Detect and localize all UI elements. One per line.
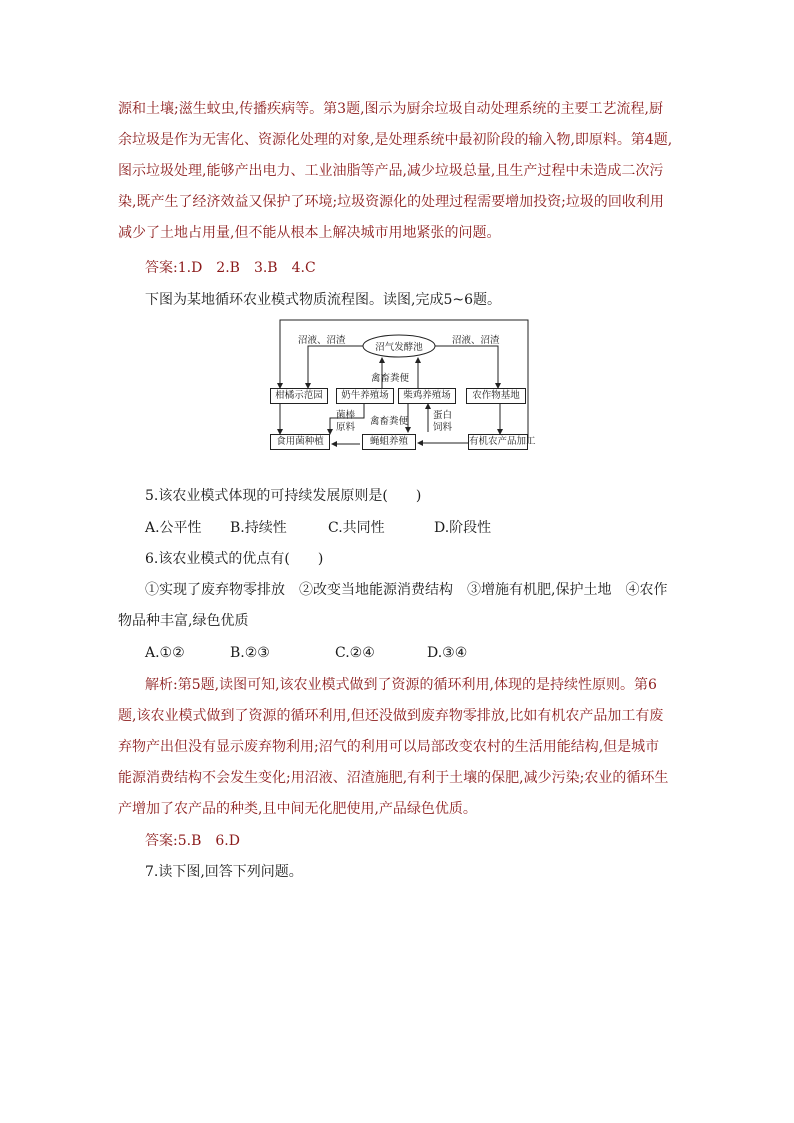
q5-option-a: A.公平性 bbox=[145, 520, 202, 536]
box-crop: 农作物基地 bbox=[466, 388, 526, 404]
paragraph-line: 图示垃圾处理,能够产出电力、工业油脂等产品,减少垃圾总量,且生产过程中未造成二次污 bbox=[118, 163, 664, 179]
paragraph-line: 染,既产生了经济效益又保护了环境;垃圾资源化的处理过程需要增加投资;垃圾的回收利用 bbox=[118, 194, 664, 210]
q5-option-d: D.阶段性 bbox=[434, 520, 492, 536]
analysis-line: 产增加了农产品的种类,且中间无化肥使用,产品绿色优质。 bbox=[118, 801, 477, 817]
answer-2: 答案:5.B 6.D bbox=[145, 833, 240, 849]
q6-option-b: B.②③ bbox=[230, 645, 270, 661]
question-6-statements: ①实现了废弃物零排放 ②改变当地能源消费结构 ③增施有机肥,保护土地 ④农作 bbox=[145, 582, 668, 598]
slurry-label-left: 沼液、沼渣 bbox=[298, 335, 346, 346]
q5-option-c: C.共同性 bbox=[328, 520, 385, 536]
mushroom-material-label: 原料 bbox=[336, 422, 356, 433]
manure-label-top: 禽畜粪便 bbox=[371, 373, 410, 384]
analysis-line: 题,该农业模式做到了资源的循环利用,但还没做到废弃物零排放,比如有机农产品加工有废 bbox=[118, 708, 664, 724]
paragraph-line: 减少了土地占用量,但不能从根本上解决城市用地紧张的问题。 bbox=[118, 225, 501, 241]
box-fly: 蝇蛆养殖 bbox=[362, 434, 416, 450]
q5-option-b: B.持续性 bbox=[230, 520, 287, 536]
slurry-label-right: 沼液、沼渣 bbox=[452, 335, 500, 346]
analysis-line: 解析:第5题,读图可知,该农业模式做到了资源的循环利用,体现的是持续性原则。第6 bbox=[145, 677, 657, 693]
mushroom-material-label: 菌棒 bbox=[336, 410, 356, 421]
protein-feed-label: 蛋白 bbox=[433, 410, 453, 421]
analysis-line: 弃物产出但没有显示废弃物利用;沼气的利用可以局部改变农村的生活用能结构,但是城市 bbox=[118, 739, 660, 755]
box-cow: 奶牛养殖场 bbox=[336, 388, 394, 404]
q6-option-d: D.③④ bbox=[427, 645, 468, 661]
box-organic: 有机农产品加工 bbox=[468, 434, 528, 450]
box-chicken: 柴鸡养殖场 bbox=[398, 388, 456, 404]
q6-option-c: C.②④ bbox=[335, 645, 375, 661]
box-citrus: 柑橘示范园 bbox=[270, 388, 328, 404]
question-6-stem: 6.该农业模式的优点有( ) bbox=[145, 551, 324, 567]
diagram-intro: 下图为某地循环农业模式物质流程图。读图,完成5~6题。 bbox=[145, 292, 501, 308]
paragraph-line: 源和土壤;滋生蚊虫,传播疾病等。第3题,图示为厨余垃圾自动处理系统的主要工艺流程,厨 bbox=[118, 101, 663, 117]
box-mushroom: 食用菌种植 bbox=[270, 434, 330, 450]
manure-label-mid: 禽畜粪便 bbox=[370, 416, 409, 427]
flow-diagram bbox=[268, 318, 536, 460]
answer-1: 答案:1.D 2.B 3.B 4.C bbox=[145, 260, 316, 276]
question-7: 7.读下图,回答下列问题。 bbox=[145, 864, 303, 880]
protein-feed-label: 饲料 bbox=[433, 422, 453, 433]
paragraph-line: 余垃圾是作为无害化、资源化处理的对象,是处理系统中最初阶段的输入物,即原料。第4题, bbox=[118, 132, 673, 148]
analysis-line: 能源消费结构不会发生变化;用沼液、沼渣施肥,有利于土壤的保肥,减少污染;农业的循环生 bbox=[118, 770, 669, 786]
question-5-stem: 5.该农业模式体现的可持续发展原则是( ) bbox=[145, 488, 422, 504]
q6-option-a: A.①② bbox=[145, 645, 185, 661]
question-6-statements-cont: 物品种丰富,绿色优质 bbox=[118, 613, 249, 629]
digester-label: 沼气发酵池 bbox=[375, 342, 423, 353]
